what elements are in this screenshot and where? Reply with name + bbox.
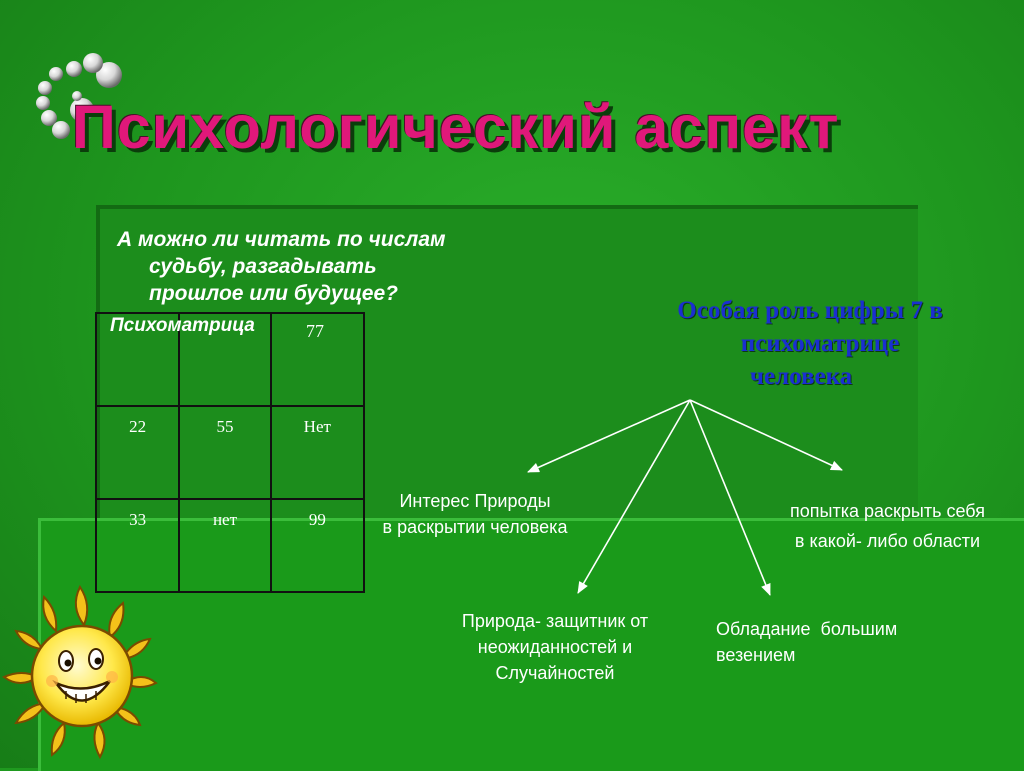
interest-line-2: в раскрытии человека: [382, 517, 568, 537]
table-row: [96, 406, 364, 499]
question-line-3: прошлое или будущее?: [149, 282, 398, 305]
attempt-text: [755, 496, 1020, 556]
table-cell: 22: [96, 406, 179, 499]
question-text: [117, 226, 446, 307]
psychomatrix-label: Психоматрица: [110, 315, 255, 336]
psychomatrix-table: [95, 312, 365, 593]
table-cell: 55: [179, 406, 270, 499]
table-cell: 99: [271, 499, 364, 592]
matrix-cell-77: 77: [306, 321, 324, 341]
protector-text: [430, 608, 680, 686]
interest-line-1: Интерес Природы: [399, 491, 551, 511]
table-cell: 33: [96, 499, 179, 592]
protector-line-3: Случайностей: [495, 663, 615, 683]
heading-line-3: человека: [749, 363, 853, 390]
slide-title: Психологический аспект: [72, 93, 840, 161]
heading-line-1: Особая роль цифры 7 в: [677, 297, 943, 324]
table-cell: нет: [179, 499, 270, 592]
luck-line-2: везением: [716, 645, 796, 665]
question-line-2: судьбу, разгадывать: [149, 255, 377, 278]
attempt-line-2: в какой- либо области: [794, 531, 981, 551]
table-cell: Нет: [271, 406, 364, 499]
smiling-sun-icon: [0, 573, 165, 768]
interest-text: [350, 488, 600, 540]
protector-line-2: неожиданностей и: [477, 637, 633, 657]
question-line-1: А можно ли читать по числам: [117, 228, 446, 251]
luck-line-1: Обладание большим: [716, 619, 898, 639]
heading-line-2: психоматрице: [740, 330, 900, 357]
luck-text: [716, 616, 976, 668]
attempt-line-1: попытка раскрыть себя: [790, 501, 985, 521]
digit-seven-heading: [610, 294, 1010, 393]
protector-line-1: Природа- защитник от: [461, 611, 649, 631]
